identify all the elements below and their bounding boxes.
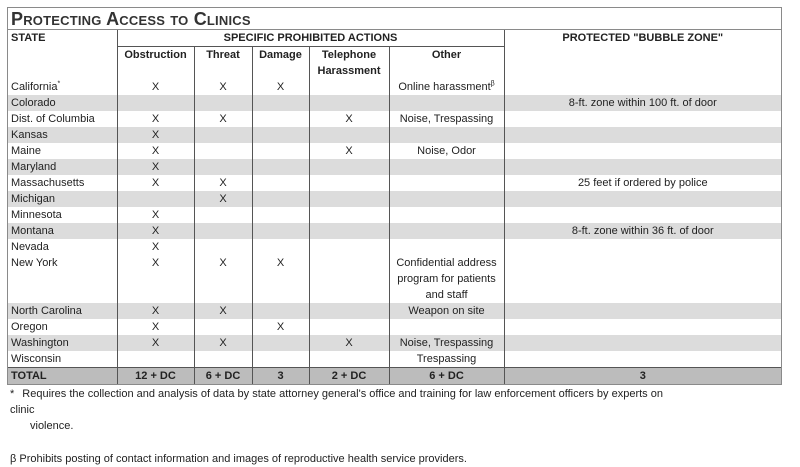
cell-damage [252, 143, 309, 159]
total-row [8, 368, 781, 385]
cell-state [8, 335, 117, 351]
cell-obstruction [117, 351, 194, 368]
cell-bubble-zone: 25 feet if ordered by police [504, 175, 781, 191]
table-row [8, 255, 781, 303]
cell-state [8, 127, 117, 143]
cell-obstruction: X [117, 159, 194, 175]
cell-obstruction: X [117, 255, 194, 303]
total-telephone: 2 + DC [309, 368, 389, 385]
state-name: Minnesota [11, 209, 62, 221]
table-row [8, 303, 781, 319]
cell-telephone [309, 175, 389, 191]
cell-damage [252, 175, 309, 191]
footnote-star-text: Requires the collection and analysis of data by state attorney general's office and training for law enforcement officers by experts on clinic [10, 388, 663, 416]
cell-other [389, 335, 504, 351]
cell-telephone [309, 191, 389, 207]
cell-other [389, 207, 504, 223]
cell-threat [194, 95, 252, 111]
cell-damage: X [252, 255, 309, 303]
cell-threat: X [194, 175, 252, 191]
cell-damage: X [252, 319, 309, 335]
cell-bubble-zone [504, 351, 781, 368]
header-row-top [8, 30, 781, 47]
cell-bubble-zone [504, 303, 781, 319]
cell-bubble-zone [504, 159, 781, 175]
header-damage: Damage [252, 47, 309, 80]
cell-bubble-zone [504, 207, 781, 223]
header-telephone-line2: Harassment [317, 65, 381, 77]
cell-obstruction: X [117, 335, 194, 351]
cell-state [8, 319, 117, 335]
table-row [8, 143, 781, 159]
cell-state [8, 143, 117, 159]
table-row [8, 111, 781, 127]
cell-obstruction: X [117, 79, 194, 95]
cell-obstruction: X [117, 319, 194, 335]
footnote-beta: β Prohibits posting of contact information and images of reproductive health service providers. [10, 453, 467, 465]
cell-obstruction [117, 95, 194, 111]
other-text: Weapon on site [408, 305, 485, 317]
header-telephone-harassment [309, 47, 389, 80]
total-label: TOTAL [8, 368, 117, 385]
cell-state [8, 95, 117, 111]
cell-other [389, 95, 504, 111]
cell-telephone: X [309, 143, 389, 159]
cell-threat: X [194, 335, 252, 351]
cell-telephone [309, 127, 389, 143]
cell-damage [252, 223, 309, 239]
cell-state [8, 79, 117, 95]
footnote-star [10, 386, 690, 418]
cell-state [8, 111, 117, 127]
cell-bubble-zone [504, 239, 781, 255]
cell-threat [194, 159, 252, 175]
header-threat: Threat [194, 47, 252, 80]
cell-obstruction: X [117, 175, 194, 191]
header-state: STATE [8, 30, 117, 79]
total-threat: 6 + DC [194, 368, 252, 385]
cell-bubble-zone [504, 127, 781, 143]
other-text: Noise, Trespassing [399, 113, 494, 125]
cell-telephone [309, 223, 389, 239]
cell-other [389, 303, 504, 319]
cell-obstruction: X [117, 207, 194, 223]
state-name: Kansas [11, 129, 48, 141]
header-bubble-zone: PROTECTED "BUBBLE ZONE" [504, 30, 781, 79]
cell-other [389, 175, 504, 191]
cell-damage [252, 303, 309, 319]
cell-obstruction: X [117, 239, 194, 255]
state-name: Massachusetts [11, 177, 85, 189]
footnote-beta-ref: β [490, 80, 495, 88]
cell-state [8, 303, 117, 319]
cell-threat: X [194, 191, 252, 207]
table-row [8, 351, 781, 368]
table-title: Protecting Access to Clinics [8, 8, 781, 30]
state-name: North Carolina [11, 305, 82, 317]
cell-damage [252, 95, 309, 111]
footnote-star-continued: violence. [30, 420, 74, 432]
cell-threat [194, 127, 252, 143]
other-text: Online harassment [398, 81, 491, 93]
cell-other [389, 351, 504, 368]
cell-bubble-zone [504, 111, 781, 127]
state-name: New York [11, 257, 58, 269]
cell-damage [252, 191, 309, 207]
table-row [8, 127, 781, 143]
cell-damage: X [252, 79, 309, 95]
state-name: Wisconsin [11, 353, 62, 365]
cell-threat [194, 319, 252, 335]
cell-threat [194, 207, 252, 223]
table-row [8, 95, 781, 111]
cell-obstruction [117, 191, 194, 207]
cell-other [389, 127, 504, 143]
cell-bubble-zone [504, 79, 781, 95]
cell-bubble-zone [504, 255, 781, 303]
state-name: Colorado [11, 97, 56, 109]
table-row [8, 335, 781, 351]
cell-bubble-zone [504, 191, 781, 207]
state-name: Maine [11, 145, 41, 157]
footnotes [10, 386, 690, 467]
cell-threat [194, 143, 252, 159]
cell-other [389, 111, 504, 127]
other-text: Trespassing [416, 353, 477, 365]
cell-state [8, 191, 117, 207]
state-name: Montana [11, 225, 54, 237]
total-bubble-zone: 3 [504, 368, 781, 385]
cell-threat [194, 239, 252, 255]
state-name: Dist. of Columbia [11, 113, 95, 125]
cell-threat: X [194, 303, 252, 319]
clinic-access-table-frame [7, 7, 782, 385]
total-damage: 3 [252, 368, 309, 385]
cell-telephone [309, 159, 389, 175]
cell-telephone [309, 95, 389, 111]
table-row [8, 175, 781, 191]
cell-obstruction: X [117, 223, 194, 239]
cell-telephone [309, 207, 389, 223]
cell-state [8, 351, 117, 368]
cell-telephone: X [309, 111, 389, 127]
table-body [8, 79, 781, 384]
cell-damage [252, 111, 309, 127]
cell-damage [252, 335, 309, 351]
cell-other [389, 239, 504, 255]
cell-other [389, 79, 504, 95]
cell-bubble-zone: 8-ft. zone within 36 ft. of door [504, 223, 781, 239]
footnote-star-mark: * [10, 388, 15, 400]
table-row [8, 223, 781, 239]
cell-state [8, 223, 117, 239]
cell-damage [252, 351, 309, 368]
footnote-star-ref: * [57, 80, 61, 88]
total-obstruction: 12 + DC [117, 368, 194, 385]
other-text: Confidential address program for patients and staff [396, 257, 497, 301]
cell-state [8, 159, 117, 175]
cell-telephone [309, 79, 389, 95]
cell-threat [194, 351, 252, 368]
cell-other [389, 191, 504, 207]
cell-obstruction: X [117, 303, 194, 319]
table-row [8, 79, 781, 95]
other-text: Noise, Trespassing [399, 337, 494, 349]
cell-bubble-zone [504, 335, 781, 351]
cell-telephone [309, 255, 389, 303]
cell-state [8, 175, 117, 191]
cell-other [389, 255, 504, 303]
cell-telephone [309, 351, 389, 368]
cell-threat: X [194, 111, 252, 127]
cell-other [389, 159, 504, 175]
cell-telephone: X [309, 335, 389, 351]
state-name: Maryland [11, 161, 57, 173]
header-telephone-line1: Telephone [321, 49, 377, 61]
cell-damage [252, 239, 309, 255]
total-other: 6 + DC [389, 368, 504, 385]
state-name: Washington [11, 337, 69, 349]
cell-threat: X [194, 255, 252, 303]
cell-bubble-zone [504, 319, 781, 335]
cell-state [8, 255, 117, 303]
cell-damage [252, 207, 309, 223]
cell-other [389, 223, 504, 239]
cell-bubble-zone [504, 143, 781, 159]
table-row [8, 239, 781, 255]
header-specific-actions: SPECIFIC PROHIBITED ACTIONS [117, 30, 504, 47]
state-name: Oregon [11, 321, 48, 333]
state-name: Nevada [11, 241, 49, 253]
state-name: Michigan [11, 193, 56, 205]
cell-bubble-zone: 8-ft. zone within 100 ft. of door [504, 95, 781, 111]
cell-obstruction: X [117, 127, 194, 143]
table-row [8, 207, 781, 223]
other-text: Noise, Odor [417, 145, 476, 157]
cell-telephone [309, 239, 389, 255]
cell-other [389, 319, 504, 335]
cell-telephone [309, 303, 389, 319]
cell-other [389, 143, 504, 159]
cell-damage [252, 127, 309, 143]
cell-state [8, 207, 117, 223]
clinic-access-table [8, 30, 781, 384]
cell-threat: X [194, 79, 252, 95]
header-other: Other [431, 49, 462, 61]
table-row [8, 191, 781, 207]
cell-threat [194, 223, 252, 239]
state-name: California [11, 81, 58, 93]
header-obstruction: Obstruction [117, 47, 194, 80]
cell-damage [252, 159, 309, 175]
cell-obstruction: X [117, 111, 194, 127]
table-row [8, 159, 781, 175]
cell-obstruction: X [117, 143, 194, 159]
cell-state [8, 239, 117, 255]
cell-telephone [309, 319, 389, 335]
table-row [8, 319, 781, 335]
